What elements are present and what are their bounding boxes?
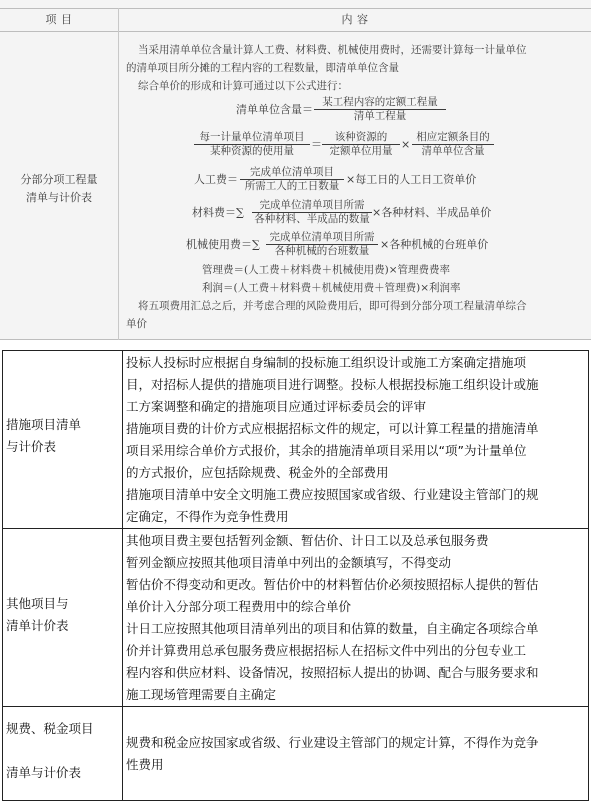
text-line: 其他项目费主要包括暂列金额、暂估价、计日工以及总承包服务费 — [126, 533, 489, 548]
fraction-numerator: 完成单位清单项目 — [240, 166, 344, 180]
row-label-line: 其他项目与 — [6, 596, 69, 611]
text-line: 暂列金额应按照其他项目清单中列出的金额填写，不得变动 — [126, 555, 452, 570]
formula-lhs: 清单单位含量＝ — [236, 103, 313, 116]
table-border — [0, 31, 591, 32]
row-label-line: 清单与计价表 — [6, 765, 82, 780]
table-border — [2, 350, 3, 801]
row-label-line: 与计价表 — [6, 439, 57, 454]
row-label-fees-taxes — [6, 718, 122, 784]
table-border — [588, 350, 589, 801]
text-line: 投标人投标时应根据自身编制的投标施工组织设计或施工方案确定措施项 — [126, 355, 527, 370]
row-content-fees-taxes — [126, 732, 584, 776]
formula-fraction — [266, 231, 378, 258]
formula-fraction — [412, 131, 494, 158]
row-label-line: 清单计价表 — [6, 618, 69, 633]
text-line: 暂估价不得变动和更改。暂估价中的材料暂估价必须按照招标人提供的暂估 — [126, 577, 539, 592]
fraction-denominator: 所需工人的工日数量 — [244, 180, 340, 192]
text-line: 将五项费用汇总之后，并考虑合理的风险费用后，即可得到分部分项工程量清单综合 — [138, 300, 527, 312]
formula-rhs: ×每工日的人工日工资单价 — [346, 173, 477, 186]
fraction-numerator: 完成单位清单项目所需 — [266, 231, 378, 245]
equals-sign: ＝ — [311, 138, 322, 151]
fraction-numerator: 某工程内容的定额工程量 — [314, 96, 446, 110]
formula-fraction — [252, 199, 372, 226]
fraction-denominator: 定额单位用量 — [329, 145, 393, 157]
column-divider — [122, 350, 123, 801]
formula-fraction — [322, 131, 400, 158]
formula-fraction — [194, 131, 310, 158]
formula-rhs: ×各种材料、半成品单价 — [372, 206, 492, 219]
table-border — [2, 706, 589, 707]
formula-management: 管理费＝(人工费＋材料费＋机械使用费)×管理费费率 — [202, 264, 450, 276]
fraction-numerator: 相应定额条目的 — [412, 131, 494, 145]
fraction-denominator: 某种资源的使用量 — [210, 145, 294, 157]
row-label-line — [6, 740, 122, 762]
fee-table-top — [0, 0, 591, 340]
fraction-numerator: 该种资源的 — [322, 131, 400, 145]
formula-rhs: ×各种机械的台班单价 — [380, 238, 489, 251]
text-line: 的清单项目所分摊的工程内容的工程数量，即清单单位含量 — [126, 62, 399, 74]
fraction-denominator: 各种材料、半成品的数量 — [254, 213, 370, 225]
table-border — [0, 8, 591, 9]
fraction-numerator: 完成单位清单项目所需 — [252, 199, 372, 213]
row-content-measures — [126, 352, 584, 528]
row-label-line: 措施项目清单 — [6, 417, 82, 432]
formula-fraction — [314, 96, 446, 123]
row-content-other — [126, 530, 584, 706]
text-line: 目，对招标人提供的措施项目进行调整。投标人根据投标施工组织设计或施 — [126, 377, 539, 392]
text-line: 工方案调整和确定的措施项目应通过评标委员会的评审 — [126, 399, 427, 414]
row-label-other — [6, 593, 122, 637]
fraction-denominator: 清单单位含量 — [421, 145, 485, 157]
formula-lhs: 机械使用费＝∑ — [186, 238, 260, 251]
text-line: 项目采用综合单价方式报价，其余的措施清单项目采用以“项”为计量单位 — [126, 443, 527, 458]
text-line: 性费用 — [126, 757, 164, 772]
times-sign: × — [401, 138, 411, 151]
table-border — [2, 350, 589, 351]
formula-profit: 利润＝(人工费＋材料费＋机械使用费＋管理费)×利润率 — [202, 282, 461, 294]
text-line: 措施项目清单中安全文明施工费应按照国家或省级、行业建设主管部门的规 — [126, 487, 539, 502]
fraction-denominator: 清单工程量 — [353, 110, 407, 122]
text-line: 措施项目费的计价方式应根据招标文件的规定，可以计算工程量的措施清单 — [126, 421, 539, 436]
row-label-line: 分部分项工程量 — [20, 173, 98, 186]
text-line: 单价计入分部分项工程费用中的综合单价 — [126, 599, 352, 614]
text-line: 的方式报价，应包括除规费、税金外的全部费用 — [126, 465, 389, 480]
text-line: 施工现场管理需要自主确定 — [126, 687, 277, 702]
text-line: 综合单价的形成和计算可通过以下公式进行： — [138, 80, 348, 92]
column-divider — [118, 8, 119, 340]
row-label-measures — [6, 414, 122, 458]
text-line: 规费和税金应按国家或省级、行业建设主管部门的规定计算，不得作为竞争 — [126, 735, 539, 750]
text-line: 定确定，不得作为竞争性费用 — [126, 509, 289, 524]
text-line: 价并计算费用总承包服务费应根据招标人在招标文件中列出的分包专业工 — [126, 643, 527, 658]
row-label-line: 清单与计价表 — [26, 191, 92, 204]
table-border — [0, 339, 591, 340]
text-line: 程内容和供应材料、设备情况，按照招标人提出的协调、配合与服务要求和 — [126, 665, 539, 680]
header-item: 项 目 — [45, 13, 73, 26]
formula-lhs: 材料费＝∑ — [192, 206, 244, 219]
text-line: 单价 — [126, 318, 147, 330]
table-border — [2, 528, 589, 529]
fraction-numerator: 每一计量单位清单项目 — [194, 131, 310, 145]
row-label-line: 规费、税金项目 — [6, 721, 94, 736]
fraction-denominator: 各种机械的台班数量 — [274, 245, 370, 257]
text-line: 当采用清单单位含量计算人工费、材料费、机械使用费时，还需要计算每一计量单位 — [138, 44, 527, 56]
fee-table-bottom — [2, 350, 589, 801]
table-border — [2, 800, 589, 801]
formula-lhs: 人工费＝ — [194, 173, 238, 186]
header-content: 内 容 — [341, 13, 369, 26]
formula-fraction — [240, 166, 344, 193]
text-line: 计日工应按照其他项目清单列出的项目和估算的数量，自主确定各项综合单 — [126, 621, 539, 636]
